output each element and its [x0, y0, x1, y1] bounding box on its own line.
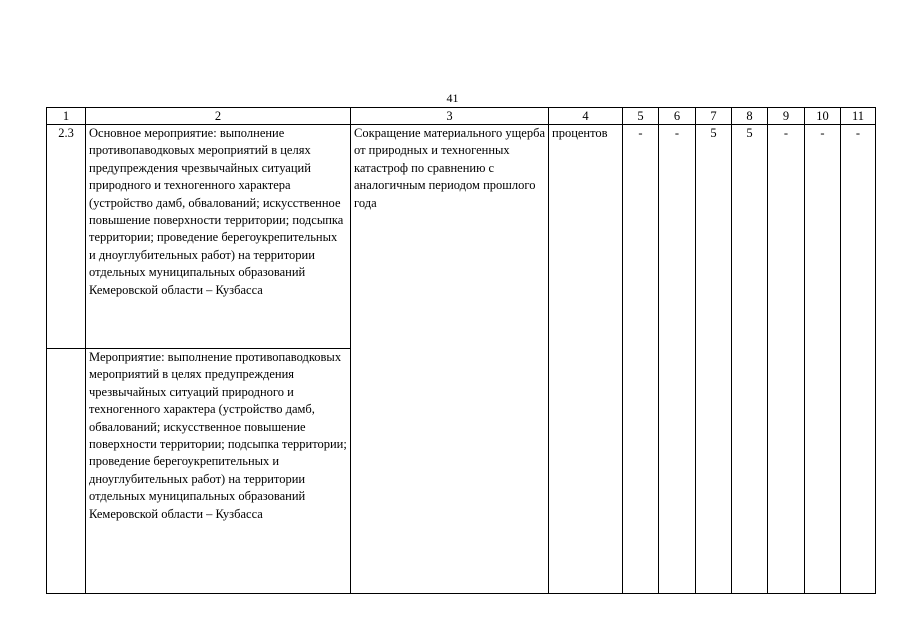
value-cell: - — [768, 125, 805, 594]
row-number: 2.3 — [47, 125, 86, 349]
header-cell: 2 — [86, 108, 351, 125]
header-cell: 8 — [732, 108, 768, 125]
table-row — [47, 125, 876, 349]
table-header-row — [47, 108, 876, 125]
header-cell: 4 — [549, 108, 623, 125]
header-cell: 9 — [768, 108, 805, 125]
main-activity-name: Основное мероприятие: выполнение противопаводковых мероприятий в целях предупреждения чрезвычайных ситуаций природного и техногенного характера (устройство дамб, обвалований; искусственное повышение поверхности территории; подсыпка территории; проведение берегоукрепительных и дноуглубительных работ) на территории отдельных муниципальных образований Кемеровской области – Кузбасса — [86, 125, 351, 349]
indicator-table — [46, 107, 876, 594]
header-cell: 6 — [659, 108, 696, 125]
value-cell: - — [623, 125, 659, 594]
value-cell: - — [805, 125, 841, 594]
header-cell: 1 — [47, 108, 86, 125]
unit-of-measure: процентов — [549, 125, 623, 594]
header-cell: 5 — [623, 108, 659, 125]
header-cell: 7 — [696, 108, 732, 125]
value-cell: - — [659, 125, 696, 594]
value-cell: - — [841, 125, 876, 594]
page-number: 41 — [446, 91, 459, 105]
indicator-name: Сокращение материального ущерба от природных и техногенных катастроф по сравнению с аналогичным периодом прошлого года — [351, 125, 549, 594]
header-cell: 10 — [805, 108, 841, 125]
value-cell: 5 — [732, 125, 768, 594]
header-cell: 11 — [841, 108, 876, 125]
header-cell: 3 — [351, 108, 549, 125]
activity-name: Мероприятие: выполнение противопаводковых мероприятий в целях предупреждения чрезвычайных ситуаций природного и техногенного характера (устройство дамб, обвалований; искусственное повышение поверхности территории; подсыпка территории; проведение берегоукрепительных и дноуглубительных работ) на территории отдельных муниципальных образований Кемеровской области – Кузбасса — [86, 349, 351, 594]
value-cell: 5 — [696, 125, 732, 594]
row-number — [47, 349, 86, 594]
